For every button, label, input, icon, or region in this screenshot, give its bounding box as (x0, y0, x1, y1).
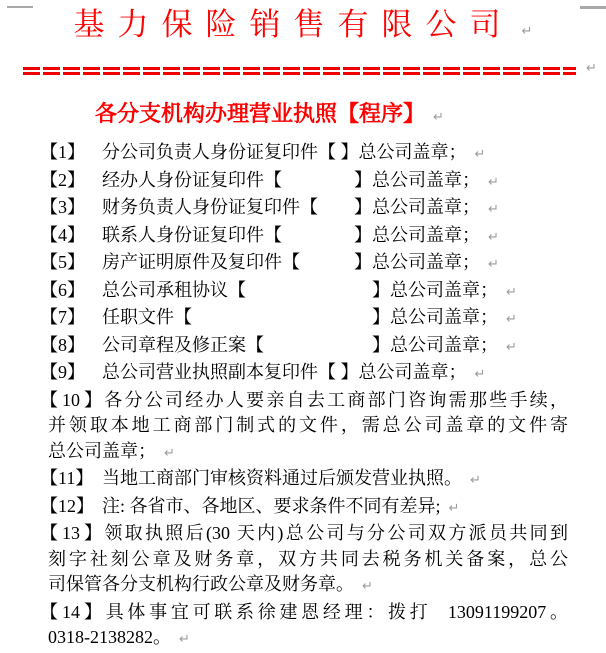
list-item (40, 521, 568, 600)
item-text: 财务负责人身份证复印件【 】总公司盖章； (102, 197, 480, 217)
list-item (40, 360, 568, 388)
list-item (40, 600, 568, 653)
red-double-divider (23, 67, 576, 75)
item-text: 0318-2138282。 (48, 627, 171, 647)
item-line (40, 625, 568, 653)
list-item (40, 250, 568, 278)
item-text: 联系人身份证复印件【 】总公司盖章； (102, 224, 480, 245)
word-document-page (0, 6, 606, 647)
list-item (40, 168, 568, 196)
item-number: 【6】 (40, 279, 85, 300)
paragraph-mark-icon: ↵ (488, 257, 499, 272)
paragraph-mark-icon: ↵ (488, 174, 499, 190)
item-line (40, 305, 568, 333)
item-line (40, 572, 568, 600)
item-line (40, 278, 568, 306)
item-line (40, 223, 568, 251)
item-line (40, 360, 568, 388)
item-number: 【11】 (40, 468, 94, 488)
list-item (40, 140, 568, 168)
list-item (40, 466, 568, 494)
paragraph-mark-icon: ↵ (179, 632, 190, 647)
item-number: 【10】 (40, 389, 102, 410)
item-line (40, 388, 568, 414)
item-line (40, 195, 568, 223)
item-number: 【3】 (40, 197, 85, 217)
page-margin-mark-top-left (7, 6, 33, 8)
company-title-row (0, 6, 606, 51)
paragraph-mark-icon: ↵ (488, 229, 499, 245)
list-item (40, 278, 568, 306)
item-line (40, 494, 568, 522)
item-text: 并领取本地工商部门制式的文件，需总公司盖章的文件寄 (48, 415, 568, 435)
item-text: 总公司营业执照副本复印件【 】总公司盖章； (102, 362, 467, 382)
company-title: 基力保险销售有限公司 (73, 7, 514, 42)
item-line (40, 333, 568, 361)
item-text: 任职文件【 】总公司盖章； (102, 307, 498, 327)
paragraph-mark-icon: ↵ (474, 147, 486, 162)
item-text: 司保管各分支机构行政公章及财务章。 (48, 574, 354, 594)
item-number: 【8】 (40, 334, 85, 355)
list-item (40, 333, 568, 361)
item-text: 房产证明原件及复印件【 】总公司盖章； (102, 252, 480, 272)
page-margin-mark-top-right (580, 6, 606, 9)
paragraph-mark-icon: ↵ (506, 339, 517, 355)
item-text: 公司章程及修正案【 】总公司盖章； (102, 334, 498, 355)
item-line (40, 521, 568, 547)
paragraph-mark-icon: ↵ (164, 445, 175, 461)
item-line (40, 140, 568, 168)
item-text: 各分公司经办人要亲自去工商部门咨询需那些手续， (102, 389, 568, 410)
list-item (40, 305, 568, 333)
paragraph-mark-icon: ↵ (448, 500, 460, 516)
item-line (40, 439, 568, 467)
item-number: 【7】 (40, 307, 85, 327)
paragraph-mark-icon: ↵ (362, 579, 373, 594)
item-number: 【4】 (40, 224, 85, 245)
list-item (40, 494, 568, 522)
item-number: 【1】 (40, 142, 85, 162)
item-text: 刻字社刻公章及财务章，双方共同去税务机关备案，总公 (48, 548, 568, 569)
paragraph-mark-icon: ↵ (488, 202, 499, 217)
paragraph-mark-icon: ↵ (521, 24, 533, 39)
item-line (40, 168, 568, 196)
item-text: 注: 各省市、各地区、要求条件不同有差异; (102, 495, 441, 516)
item-number: 【9】 (40, 362, 85, 382)
paragraph-mark-icon: ↵ (474, 367, 486, 382)
item-number: 【13】 (40, 523, 102, 543)
section-title: 各分支机构办理营业执照【程序】 (95, 101, 426, 126)
list-item (40, 388, 568, 467)
title-divider-row (0, 61, 606, 76)
paragraph-mark-icon: ↵ (433, 110, 444, 125)
item-text: 总公司盖章； (48, 440, 156, 461)
item-number: 【2】 (40, 169, 85, 190)
item-text: 总公司承租协议【 】总公司盖章； (102, 279, 498, 300)
item-line (40, 466, 568, 494)
item-text: 经办人身份证复印件【 】总公司盖章； (102, 169, 480, 190)
paragraph-mark-icon: ↵ (586, 61, 597, 76)
item-number: 【12】 (40, 495, 94, 516)
item-line (40, 600, 568, 626)
list-item (40, 195, 568, 223)
item-line (40, 413, 568, 439)
item-text: 领取执照后(30 天内)总公司与分公司双方派员共同到 (102, 523, 568, 543)
item-number: 【14】 (40, 601, 102, 622)
item-line (40, 547, 568, 573)
procedure-list (0, 140, 568, 653)
item-text: 分公司负责人身份证复印件【 】总公司盖章； (102, 142, 467, 162)
list-item (40, 223, 568, 251)
item-text: 当地工商部门审核资料通过后颁发营业执照。 (102, 468, 462, 488)
paragraph-mark-icon: ↵ (470, 473, 481, 488)
paragraph-mark-icon: ↵ (506, 284, 517, 300)
item-line (40, 250, 568, 278)
item-text: 具体事宜可联系徐建恩经理：拨打 13091199207。 (102, 601, 568, 622)
item-number: 【5】 (40, 252, 85, 272)
paragraph-mark-icon: ↵ (506, 312, 517, 327)
section-title-row (95, 100, 444, 131)
